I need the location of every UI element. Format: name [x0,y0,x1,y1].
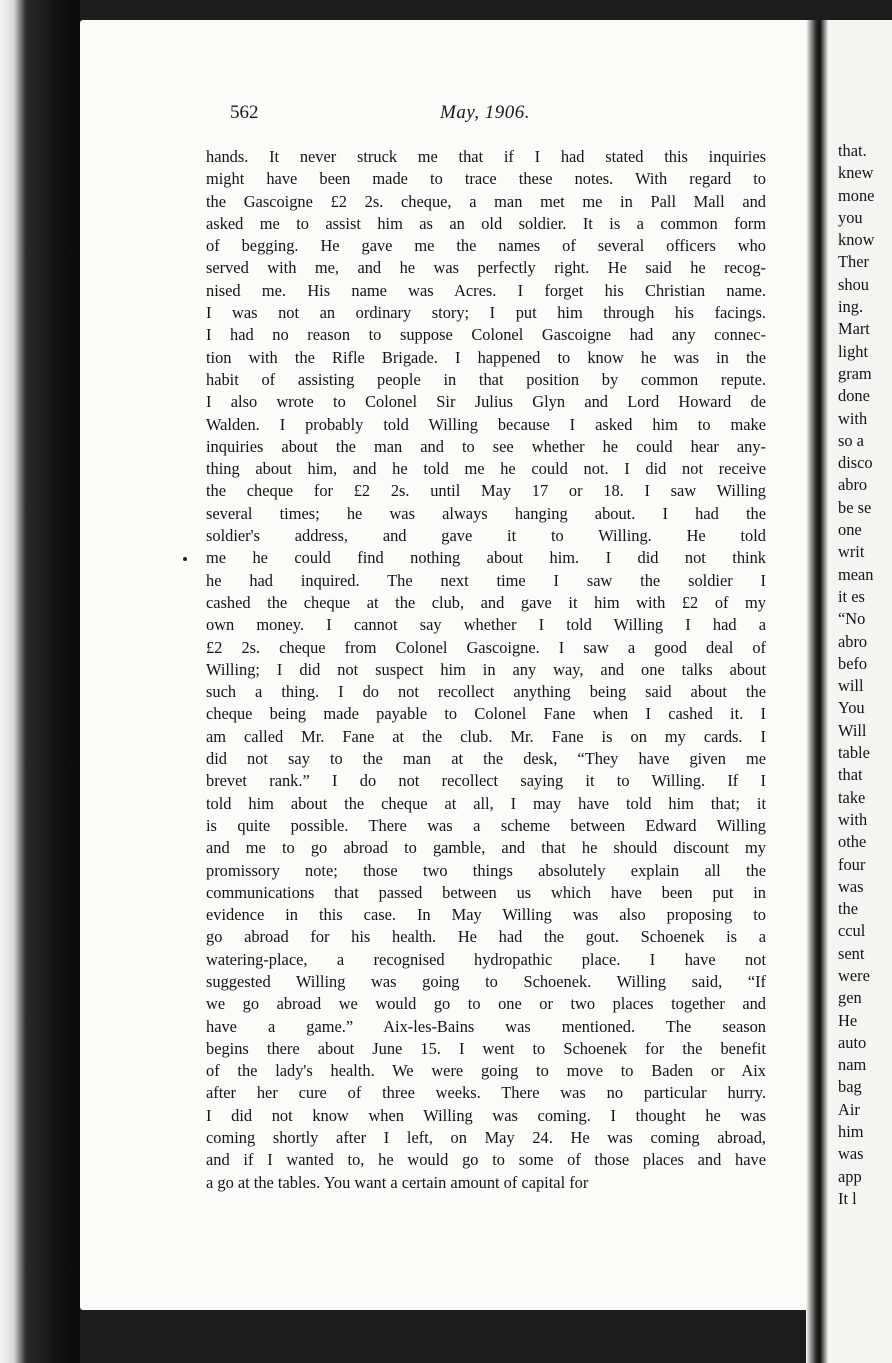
facing-page-line: it es [838,586,865,606]
facing-page-line: writ [838,542,865,562]
text-line: the cheque for £2 2s. until May 17 or 18. I saw Willing [206,481,766,501]
facing-page-line: shou [838,274,869,294]
text-line: thing about him, and he told me he could not. I did not receive [206,459,766,479]
facing-page-line: Ther [838,252,869,272]
text-line: go abroad for his health. He had the gout. Schoenek is a [206,927,766,947]
text-line: did not say to the man at the desk, “They have given me [206,749,766,769]
facing-page-line: with [838,809,868,829]
facing-page-line: app [838,1166,862,1186]
facing-page-line: ccul [838,921,866,941]
text-line: suggested Willing was going to Schoenek. Willing said, “If [206,971,766,991]
text-line: evidence in this case. In May Willing was also proposing to [206,905,766,925]
text-line: of begging. He gave me the names of several officers who [206,236,766,256]
text-line: watering-place, a recognised hydropathic place. I have not [206,949,766,969]
text-line: is quite possible. There was a scheme between Edward Willing [206,815,766,835]
facing-page-line: bag [838,1077,862,1097]
text-line: cheque being made payable to Colonel Fane when I cashed it. I [206,704,766,724]
facing-page-line: Will [838,720,867,740]
facing-page-line: one [838,520,862,540]
facing-page-line: othe [838,832,867,852]
facing-page-text [838,140,892,1210]
facing-page-line: mone [838,185,875,205]
text-line: soldier's address, and gave it to Willing. He told [206,526,766,546]
running-head: May, 1906. [440,102,530,123]
text-line: and me to go abroad to gamble, and that he should discount my [206,838,766,858]
text-line: the Gascoigne £2 2s. cheque, a man met me in Pall Mall and [206,191,766,211]
facing-page-line: be se [838,497,872,517]
text-line: after her cure of three weeks. There was no particular hurry. [206,1083,766,1103]
facing-page-line: disco [838,453,873,473]
facing-page-line: It l [838,1188,857,1208]
facing-page-line: You [838,698,865,718]
facing-page-line: light [838,341,869,361]
text-line: am called Mr. Fane at the club. Mr. Fane is on my cards. I [206,726,766,746]
facing-page-line: nam [838,1055,867,1075]
page-number: 562 [230,102,259,123]
facing-page-line: abro [838,475,868,495]
facing-page-line: will [838,676,864,696]
facing-page-line: the [838,899,859,919]
facing-page-line: ing. [838,297,864,317]
text-line: habit of assisting people in that position by common repute. [206,369,766,389]
facing-page-line: done [838,386,870,406]
facing-page-line: sent [838,943,865,963]
text-line: I was not an ordinary story; I put him through his facings. [206,303,766,323]
facing-page-line: that [838,765,863,785]
facing-page-line: with [838,408,868,428]
facing-page-line: befo [838,653,868,673]
facing-page-line: you [838,207,863,227]
facing-page-line: was [838,876,864,896]
text-line: promissory note; those two things absolutely explain all the [206,860,766,880]
facing-page-line: Air [838,1099,860,1119]
text-line: nised me. His name was Acres. I forget his Christian name. [206,280,766,300]
text-line: begins there about June 15. I went to Schoenek for the benefit [206,1038,766,1058]
text-line: I also wrote to Colonel Sir Julius Glyn and Lord Howard de [206,392,766,412]
page-gutter [806,20,828,1363]
text-line: might have been made to trace these notes. With regard to [206,169,766,189]
facing-page-line: Mart [838,319,870,339]
facing-page-line: know [838,230,875,250]
facing-page-line: knew [838,163,874,183]
text-line: told him about the cheque at all, I may have told him that; it [206,793,766,813]
facing-page-line: him [838,1122,864,1142]
text-line: £2 2s. cheque from Colonel Gascoigne. I saw a good deal of [206,637,766,657]
text-line: served with me, and he was perfectly right. He said he recog- [206,258,766,278]
text-line: communications that passed between us which have been put in [206,882,766,902]
text-line: and if I wanted to, he would go to some of those places and have [206,1150,766,1170]
text-line: I did not know when Willing was coming. I thought he was [206,1105,766,1125]
text-line: cashed the cheque at the club, and gave it him with £2 of my [206,592,766,612]
body-text [206,146,766,1194]
text-line: asked me to assist him as an old soldier. It is a common form [206,213,766,233]
text-line: Walden. I probably told Willing because I asked him to make [206,414,766,434]
facing-page-line: mean [838,564,874,584]
text-line: own money. I cannot say whether I told Willing I had a [206,615,766,635]
text-line: brevet rank.” I do not recollect saying it to Willing. If I [206,771,766,791]
text-line: Willing; I did not suspect him in any way, and one talks about [206,659,766,679]
facing-page-line: take [838,787,866,807]
text-line: several times; he was always hanging about. I had the [206,503,766,523]
text-line: hands. It never struck me that if I had stated this inquiries [206,147,766,166]
facing-page-line: that. [838,141,867,160]
text-line: coming shortly after I left, on May 24. He was coming abroad, [206,1128,766,1148]
facing-page-line: abro [838,631,868,651]
facing-page-line: were [838,965,870,985]
text-line: have a game.” Aix-les-Bains was mentioned. The season [206,1016,766,1036]
page-header [150,100,710,128]
facing-page-line: He [838,1010,858,1030]
text-line: he had inquired. The next time I saw the soldier I [206,570,766,590]
text-line: of the lady's health. We were going to move to Baden or Aix [206,1061,766,1081]
facing-page-line: “No [838,609,866,629]
text-line: I had no reason to suppose Colonel Gascoigne had any connec- [206,325,766,345]
facing-page-line: so a [838,430,864,450]
text-line: inquiries about the man and to see whether he could hear any- [206,436,766,456]
facing-page-line: gen [838,988,862,1008]
facing-page-line: was [838,1144,864,1164]
facing-page-line: table [838,743,870,763]
text-line: such a thing. I do not recollect anything being said about the [206,682,766,702]
facing-page-line: auto [838,1032,867,1052]
book-spine [0,0,80,1363]
text-line: tion with the Rifle Brigade. I happened to know he was in the [206,347,766,367]
facing-page-line: four [838,854,866,874]
facing-page-line: gram [838,363,872,383]
text-line: we go abroad we would go to one or two places together and [206,994,766,1014]
text-line: a go at the tables. You want a certain amount of capital for [206,1172,589,1192]
margin-mark [183,557,187,561]
text-line: me he could find nothing about him. I did not think [206,548,766,568]
